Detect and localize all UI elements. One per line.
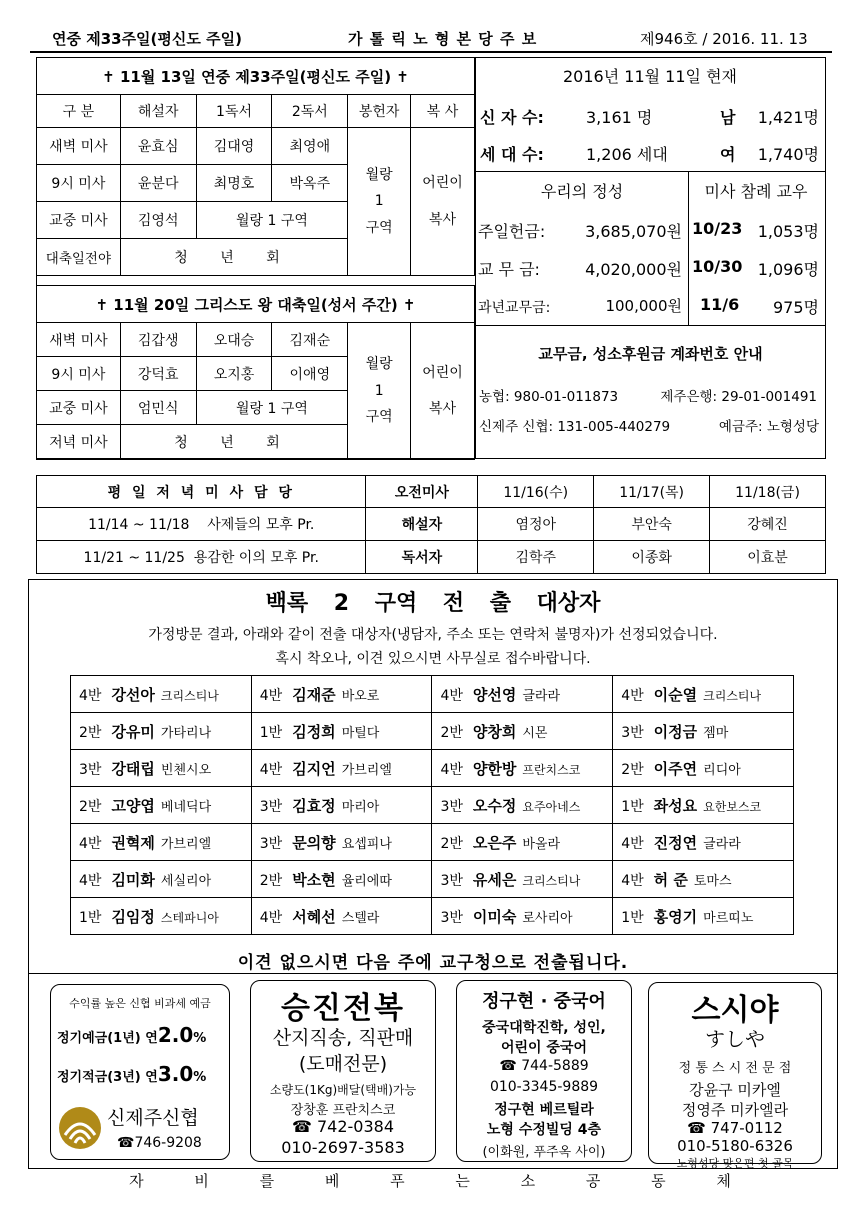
- transfer-group: 3반: [440, 909, 463, 926]
- ad-line: 노형 수정빌딩 4층: [486, 1122, 602, 1138]
- offering-value: 4,020,000원: [585, 260, 682, 279]
- cell: 월랑 1 구역: [196, 202, 348, 239]
- attendance-date: 10/30: [692, 257, 743, 276]
- ad-phone: ☎ 742-0384: [291, 1117, 395, 1136]
- ad-line: 중국대학진학, 성인,: [482, 1020, 606, 1036]
- ad-shinhyup: [50, 984, 230, 1160]
- transfer-cell: [613, 713, 794, 750]
- bottom-slogan: 자 비 를 베 푸 는 소 공 동 체: [129, 1172, 737, 1190]
- weekday-row: 11/14 ~ 11/18 사제들의 모후 Pr.: [37, 508, 366, 541]
- attendance-title: 미사 참례 교우: [704, 182, 808, 201]
- female-value: 1,740명: [757, 145, 819, 164]
- transfer-cell: [71, 861, 252, 898]
- account-nh: 농협: 980-01-011873: [479, 389, 619, 405]
- cell: 김재순: [272, 323, 348, 357]
- transfer-name: 좌성요: [653, 796, 698, 815]
- weekday-row: 11/21 ~ 11/25 용감한 이의 모후 Pr.: [37, 541, 366, 574]
- divider: [476, 171, 825, 172]
- attendance-count: 1,096명: [757, 260, 819, 279]
- offering-value: 3,685,070원: [585, 222, 682, 241]
- account-holder: 예금주: 노형성당: [718, 419, 819, 435]
- attendance-count: 975명: [773, 298, 819, 317]
- ad-phone: ☎746-9208: [117, 1135, 202, 1151]
- transfer-group: 1반: [79, 909, 102, 926]
- cell: 이애영: [272, 357, 348, 391]
- ad-phone: 010-5180-6326: [677, 1137, 793, 1155]
- ad-rate1: 정기예금(1년) 연2.0%: [57, 1023, 207, 1047]
- notice-footer: 이견 없으시면 다음 주에 교구청으로 전출됩니다.: [237, 953, 629, 973]
- transfer-group: 4반: [440, 761, 463, 778]
- ad-line: 산지직송, 직판매: [272, 1027, 414, 1049]
- transfer-name: 양한방: [472, 759, 517, 778]
- row-label: 새벽 미사: [37, 128, 121, 165]
- transfer-group: 4반: [259, 909, 283, 926]
- transfer-baptismal: 요주아네스: [522, 799, 581, 814]
- cell: 강덕효: [120, 357, 196, 391]
- cell: 청 년 회: [120, 425, 347, 460]
- morning-role: 독서자: [366, 541, 478, 574]
- row-label: 교중 미사: [37, 202, 121, 239]
- transfer-name: 이순열: [653, 685, 698, 704]
- transfer-baptismal: 세실리아: [160, 873, 212, 889]
- transfer-cell: [71, 713, 252, 750]
- mass2-offertory: 월랑 1 구역: [348, 323, 411, 460]
- head-offertory: 봉헌자: [348, 95, 411, 128]
- transfer-name: 유세은: [472, 870, 517, 889]
- cell: 김학주: [478, 541, 594, 574]
- transfer-group: 2반: [79, 798, 102, 815]
- transfer-name: 이정금: [653, 722, 698, 741]
- transfer-row: [71, 861, 794, 898]
- transfer-cell: [251, 861, 432, 898]
- households-label: 세 대 수:: [480, 145, 544, 164]
- row-label: 저녁 미사: [37, 425, 121, 460]
- transfer-name: 이미숙: [472, 907, 517, 926]
- cell: 김대영: [196, 128, 272, 165]
- weekday-title: 평 일 저 녁 미 사 담 당: [37, 476, 366, 508]
- transfer-cell: [71, 824, 252, 861]
- transfer-name: 김효정: [292, 796, 336, 815]
- row-label: 9시 미사: [37, 357, 121, 391]
- cell: 오대승: [196, 323, 272, 357]
- transfer-group: 2반: [79, 724, 102, 741]
- transfer-baptismal: 시몬: [522, 725, 548, 741]
- cell: 윤분다: [120, 165, 196, 202]
- transfer-group: 3반: [79, 761, 102, 778]
- transfer-group: 1반: [259, 724, 283, 741]
- transfer-name: 권혁제: [111, 833, 155, 852]
- header-center: 가 톨 릭 노 형 본 당 주 보: [348, 30, 538, 48]
- notice-text1: 가정방문 결과, 아래와 같이 전출 대상자(냉담자, 주소 또는 연락처 불명자)가 선정되었습니다.: [148, 627, 718, 643]
- transfer-name: 김미화: [111, 870, 155, 889]
- female-label: 여: [720, 145, 736, 164]
- row-label: 대축일전야: [37, 239, 121, 276]
- transfer-group: 2반: [621, 761, 644, 778]
- transfer-group: 4반: [79, 835, 102, 852]
- transfer-name: 홍영기: [653, 907, 698, 926]
- transfer-cell: [613, 898, 794, 935]
- ad-line: 노형성당 맞은편 첫 골목: [676, 1157, 794, 1170]
- mass-table-1: [36, 57, 475, 276]
- transfer-group: 4반: [259, 761, 283, 778]
- transfer-baptismal: 젬마: [703, 725, 729, 741]
- morning-head: 오전미사: [366, 476, 478, 508]
- transfer-baptismal: 율리에따: [341, 873, 392, 889]
- account-jeju: 제주은행: 29-01-001491: [660, 389, 817, 405]
- head-commentator: 해설자: [120, 95, 196, 128]
- transfer-cell: [71, 750, 252, 787]
- ad-line: 강윤구 미카엘: [689, 1081, 781, 1099]
- cell: 월랑 1 구역: [196, 391, 348, 425]
- transfer-group: 4반: [621, 835, 644, 852]
- notice-title: 백록 2 구역 전 출 대상자: [265, 591, 601, 616]
- account-shinhyup: 신제주 신협: 131-005-440279: [479, 419, 671, 435]
- morning-head: 11/16(수): [478, 476, 594, 508]
- transfer-row: [71, 898, 794, 935]
- transfer-group: 3반: [259, 798, 283, 815]
- transfer-baptismal: 바오로: [341, 688, 380, 704]
- transfer-name: 김재준: [292, 685, 336, 704]
- transfer-group: 4반: [79, 687, 102, 704]
- offering-value: 100,000원: [605, 297, 682, 315]
- transfer-baptismal: 크리스티나: [160, 688, 219, 703]
- ad-line: 정구현 베르틸라: [494, 1102, 594, 1118]
- row-label: 새벽 미사: [37, 323, 121, 357]
- morning-head: 11/18(금): [710, 476, 826, 508]
- transfer-baptismal: 크리스티나: [522, 873, 581, 888]
- transfer-baptismal: 스테파니아: [160, 910, 219, 925]
- transfer-group: 1반: [621, 798, 644, 815]
- ad-line: (이화원, 푸주옥 사이): [482, 1145, 606, 1160]
- transfer-cell: [71, 898, 252, 935]
- transfer-cell: [432, 713, 613, 750]
- cell: 염정아: [478, 508, 594, 541]
- header-left: 연중 제33주일(평신도 주일): [52, 30, 242, 48]
- transfer-cell: [613, 824, 794, 861]
- offering-label: 교 무 금:: [478, 260, 540, 279]
- transfer-cell: [251, 787, 432, 824]
- offering-title: 우리의 정성: [540, 182, 624, 201]
- ad-title: 스시야: [691, 993, 779, 1028]
- offering-label: 과년교무금:: [478, 300, 551, 316]
- transfer-cell: [432, 898, 613, 935]
- head-server: 복 사: [411, 95, 475, 128]
- ad-line: (도매전문): [298, 1053, 388, 1075]
- male-value: 1,421명: [757, 108, 819, 127]
- transfer-name: 강선아: [111, 685, 155, 704]
- cell: 이효분: [710, 541, 826, 574]
- transfer-name: 서혜선: [292, 907, 336, 926]
- transfer-baptismal: 빈첸시오: [160, 762, 212, 778]
- ad-line: 수익률 높은 신협 비과세 예금: [69, 997, 211, 1010]
- transfer-name: 박소현: [292, 870, 336, 889]
- transfer-baptismal: 마리아: [341, 799, 380, 815]
- cell: 박옥주: [272, 165, 348, 202]
- transfer-baptismal: 크리스티나: [703, 688, 762, 703]
- head-reading1: 1독서: [196, 95, 272, 128]
- ad-line: 장창훈 프란치스코: [290, 1103, 396, 1118]
- transfer-cell: [613, 676, 794, 713]
- transfer-group: 3반: [621, 724, 644, 741]
- transfer-baptismal: 리디아: [703, 762, 741, 778]
- ad-rate2: 정기적금(3년) 연3.0%: [57, 1062, 207, 1086]
- transfer-baptismal: 마르띠노: [703, 910, 754, 926]
- shinhyup-logo-icon: [57, 1105, 103, 1151]
- ad-sushi: [648, 982, 822, 1170]
- cell: 최영애: [272, 128, 348, 165]
- transfer-table: [70, 675, 794, 935]
- transfer-baptismal: 가브리엘: [160, 836, 212, 852]
- transfer-cell: [613, 750, 794, 787]
- transfer-name: 양창희: [472, 722, 517, 741]
- transfer-cell: [71, 676, 252, 713]
- cell: 김영석: [120, 202, 196, 239]
- stats-panel: [475, 57, 826, 459]
- ad-chinese: [456, 980, 632, 1162]
- attendance-date: 10/23: [692, 219, 743, 238]
- transfer-group: 3반: [259, 835, 283, 852]
- ad-phone: 010-3345-9889: [489, 1079, 599, 1095]
- transfer-group: 2반: [259, 872, 283, 889]
- ad-line: 소량도(1Kg)배달(택배)가능: [269, 1083, 417, 1097]
- transfer-name: 오수정: [472, 796, 517, 815]
- ad-line: 정영주 미카엘라: [681, 1101, 789, 1119]
- transfer-cell: [432, 861, 613, 898]
- head-category: 구 분: [37, 95, 121, 128]
- transfer-baptismal: 글라라: [522, 688, 561, 704]
- cell: 오지홍: [196, 357, 272, 391]
- transfer-group: 4반: [621, 872, 644, 889]
- ad-phone: ☎ 744-5889: [499, 1058, 589, 1074]
- mass1-offertory: 월랑 1 구역: [348, 128, 411, 276]
- transfer-group: 2반: [440, 724, 463, 741]
- transfer-row: [71, 750, 794, 787]
- account-title: 교무금, 성소후원금 계좌번호 안내: [538, 345, 763, 363]
- transfer-cell: [432, 824, 613, 861]
- attendance-count: 1,053명: [757, 222, 819, 241]
- transfer-baptismal: 요셉피나: [341, 836, 392, 852]
- morning-role: 해설자: [366, 508, 478, 541]
- mass-table-2: [36, 285, 475, 460]
- transfer-group: 1반: [621, 909, 644, 926]
- transfer-baptismal: 바올라: [522, 836, 561, 852]
- cell: 김갑생: [120, 323, 196, 357]
- transfer-cell: [251, 750, 432, 787]
- transfer-baptismal: 프란치스코: [522, 762, 581, 777]
- transfer-cell: [432, 676, 613, 713]
- transfer-name: 문의향: [292, 833, 336, 852]
- transfer-row: [71, 824, 794, 861]
- transfer-baptismal: 마틸다: [341, 725, 380, 741]
- weekday-mass-table: [36, 475, 826, 574]
- stats-title: 2016년 11월 11일 현재: [563, 67, 737, 86]
- cell: 최명호: [196, 165, 272, 202]
- head-reading2: 2독서: [272, 95, 348, 128]
- cell: 청 년 회: [120, 239, 347, 276]
- male-label: 남: [720, 108, 736, 127]
- cell: 엄민식: [120, 391, 196, 425]
- transfer-group: 2반: [440, 835, 463, 852]
- transfer-name: 이주연: [653, 759, 698, 778]
- ad-abalone: [250, 980, 436, 1162]
- transfer-row: [71, 787, 794, 824]
- row-label: 교중 미사: [37, 391, 121, 425]
- believers-value: 3,161 명: [586, 108, 653, 127]
- transfer-cell: [251, 898, 432, 935]
- divider: [476, 325, 825, 326]
- transfer-name: 김정희: [292, 722, 336, 741]
- mass2-title: ✝ 11월 20일 그리스도 왕 대축일(성서 주간) ✝: [37, 286, 475, 323]
- transfer-cell: [251, 824, 432, 861]
- transfer-group: 4반: [440, 687, 463, 704]
- transfer-name: 김임정: [111, 907, 155, 926]
- transfer-row: [71, 676, 794, 713]
- attendance-date: 11/6: [700, 295, 740, 314]
- transfer-baptismal: 스텔라: [341, 910, 380, 926]
- offering-label: 주일헌금:: [478, 222, 546, 241]
- transfer-row: [71, 713, 794, 750]
- transfer-group: 3반: [440, 872, 463, 889]
- transfer-cell: [613, 861, 794, 898]
- mass1-title: ✝ 11월 13일 연중 제33주일(평신도 주일) ✝: [37, 58, 475, 95]
- transfer-baptismal: 로사리아: [522, 910, 573, 926]
- ad-phone: ☎ 747-0112: [687, 1119, 783, 1137]
- believers-label: 신 자 수:: [480, 108, 544, 127]
- transfer-baptismal: 가타리나: [160, 725, 212, 741]
- transfer-baptismal: 베네딕다: [160, 799, 212, 815]
- transfer-name: 오은주: [472, 833, 517, 852]
- transfer-cell: [71, 787, 252, 824]
- cell: 윤효심: [120, 128, 196, 165]
- transfer-group: 3반: [440, 798, 463, 815]
- header-rule: [30, 51, 832, 53]
- notice-text2: 혹시 착오나, 이견 있으시면 사무실로 접수바랍니다.: [275, 651, 591, 667]
- ad-subtitle: すしや: [705, 1027, 765, 1051]
- bulletin-header: [30, 6, 832, 52]
- cell: 부안숙: [594, 508, 710, 541]
- transfer-name: 강유미: [111, 722, 155, 741]
- morning-head: 11/17(목): [594, 476, 710, 508]
- transfer-group: 4반: [259, 687, 283, 704]
- transfer-baptismal: 요한보스코: [703, 799, 762, 814]
- transfer-name: 강태립: [111, 759, 155, 778]
- transfer-baptismal: 글라라: [703, 836, 741, 852]
- transfer-group: 4반: [621, 687, 644, 704]
- ad-phone: 010-2697-3583: [281, 1138, 405, 1157]
- transfer-name: 고양엽: [111, 796, 155, 815]
- transfer-group: 4반: [79, 872, 102, 889]
- transfer-name: 양선영: [472, 685, 517, 704]
- transfer-cell: [432, 750, 613, 787]
- row-label: 9시 미사: [37, 165, 121, 202]
- transfer-cell: [432, 787, 613, 824]
- transfer-cell: [613, 787, 794, 824]
- ad-title: 승진전복: [281, 991, 405, 1026]
- transfer-baptismal: 가브리엘: [341, 762, 392, 778]
- header-right: 제946호 / 2016. 11. 13: [640, 30, 808, 48]
- transfer-baptismal: 토마스: [693, 873, 732, 889]
- cell: 이종화: [594, 541, 710, 574]
- transfer-cell: [251, 713, 432, 750]
- cell: 강혜진: [710, 508, 826, 541]
- ad-line: 정 통 스 시 전 문 점: [678, 1061, 792, 1076]
- mass1-server: 어린이 복사: [411, 128, 475, 276]
- households-value: 1,206 세대: [586, 145, 668, 164]
- mass2-server: 어린이 복사: [411, 323, 475, 460]
- ad-name: 신제주신협: [107, 1107, 199, 1129]
- ad-line: 어린이 중국어: [500, 1040, 588, 1056]
- transfer-name: 김지언: [292, 759, 336, 778]
- transfer-name: 진정연: [653, 833, 698, 852]
- transfer-name: 허 준: [653, 870, 688, 889]
- transfer-cell: [251, 676, 432, 713]
- ad-title: 정구현 · 중국어: [482, 991, 606, 1012]
